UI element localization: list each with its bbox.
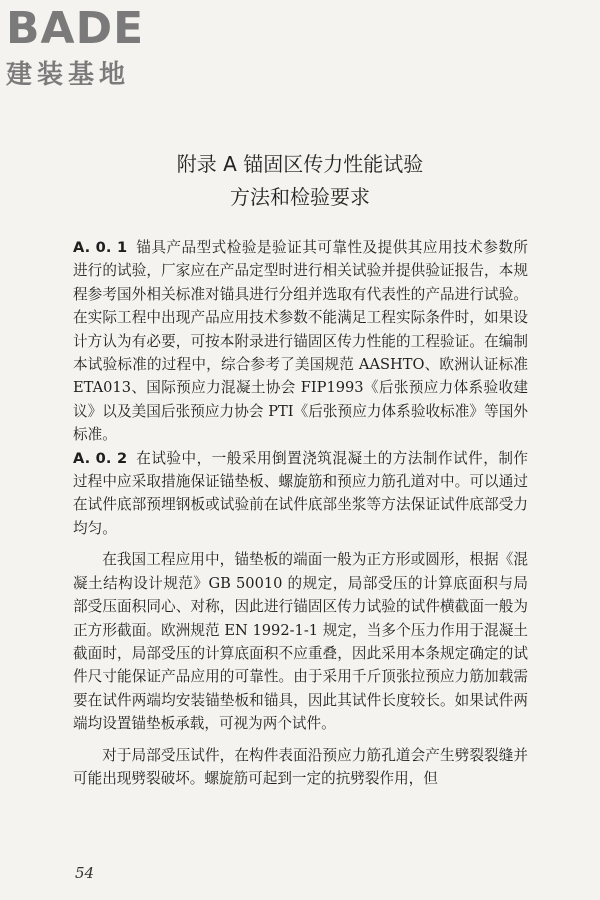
paragraph: 对于局部受压试件，在构件表面沿预应力筋孔道会产生劈裂裂缝并可能出现劈裂破坏。螺旋筋可起到一定的抗劈裂作用，但 — [73, 746, 528, 787]
logo — [6, 3, 181, 91]
logo-mark: BADE — [6, 3, 145, 54]
document-body — [73, 236, 528, 790]
appendix-title-line1: 附录 A 锚固区传力性能试验 — [176, 152, 424, 176]
paragraph: 在我国工程应用中，锚垫板的端面一般为正方形或圆形，根据《混凝土结构设计规范》GB 50010 的规定，局部受压的计算底面积与局部受压面积同心、对称，因此进行锚固区传力试验的试件横截面一般为正方形截面。欧洲规范 EN 1992-1-1 规定，当多个压力作用于混凝土截面时，局部受压的计算底面积不应重叠，因此采用本条规定确定的试件尺寸能保证产品应用的可靠性。由于采用千斤顶张拉预应力筋加载需要在试件两端均安装锚垫板和锚具，因此其试件长度较长。如果试件两端均设置锚垫板承载，可视为两个试件。 — [73, 551, 528, 733]
section-a02 — [73, 447, 528, 541]
section-a01 — [73, 236, 528, 447]
section-text: 锚具产品型式检验是验证其可靠性及提供其应用技术参数所进行的试验，厂家应在产品定型时进行相关试验并提供验证报告，本规程参考国外相关标准对锚具进行分组并选取有代表性的产品进行试验。在实际工程中出现产品应用技术参数不能满足工程实际条件时，如果设计方认为有必要，可按本附录进行锚固区传力性能的工程验证。在编制本试验标准的过程中，综合参考了美国规范 AASHTO、欧洲认证标准 ETA013、国际预应力混凝土协会 FIP1993《后张预应力体系验收建议》以及美国后张预应力协会 PTI《后张预应力体系验收标准》等国外标准。 — [73, 239, 528, 444]
page-number: 54 — [75, 864, 95, 882]
section-number: A. 0. 1 — [73, 239, 128, 256]
section-number: A. 0. 2 — [73, 449, 128, 467]
appendix-title-line2: 方法和检验要求 — [230, 185, 370, 209]
section-text: 在试验中，一般采用倒置浇筑混凝土的方法制作试件，制作过程中应采取措施保证锚垫板、螺旋筋和预应力筋孔道对中。可以通过在试件底部预埋钢板或试验前在试件底部坐浆等方法保证试件底部受力均匀。 — [73, 449, 528, 537]
logo-subtitle: 建装基地 — [6, 60, 131, 90]
